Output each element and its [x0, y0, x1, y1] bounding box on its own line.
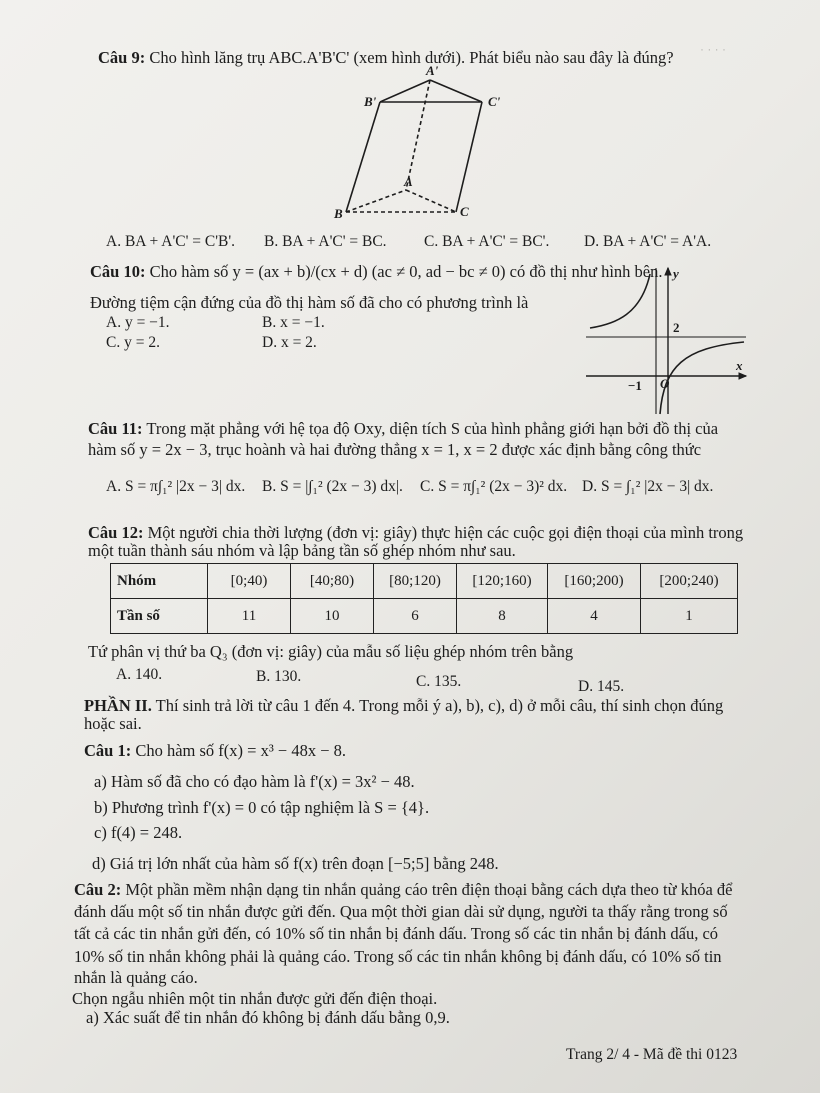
p2q2-line-6: Chọn ngẫu nhiên một tin nhắn được gửi đến điện thoại.: [72, 989, 438, 1008]
q9-option-c: C. BA + A'C' = BC'.: [424, 233, 550, 250]
graph-two-label: 2: [673, 320, 680, 335]
table-header-group: Nhóm: [111, 564, 208, 599]
q12-option-a: A. 140.: [116, 666, 163, 683]
edge-c1c: [456, 102, 482, 212]
q10-graph: [586, 266, 750, 416]
graph-x-label: x: [736, 358, 743, 373]
p2q2-line-3: tất cả các tin nhắn gửi đến, có 10% số tin nhắn bị đánh dấu. Trong số các tin nhắn bị đánh dấu, có: [74, 924, 719, 943]
part2-line2: hoặc sai.: [84, 714, 142, 733]
p2q2-label: Câu 2:: [74, 880, 122, 899]
q10-text: Cho hàm số y = (ax + b)/(cx + d) (ac ≠ 0, ad − bc ≠ 0) có đồ thị như hình bên.: [149, 262, 663, 281]
part2-heading: [84, 696, 723, 716]
table-cell: 1: [641, 599, 738, 634]
label-b1: B': [364, 94, 377, 109]
table-cell: [80;120): [374, 564, 457, 599]
q12-stem: [88, 523, 743, 543]
q10-line2: Đường tiệm cận đứng của đồ thị hàm số đã cho có phương trình là: [90, 293, 529, 312]
table-row-freqs: [111, 599, 738, 634]
table-cell: [40;80): [291, 564, 374, 599]
q10-option-a: A. y = −1.: [106, 314, 170, 331]
graph-y-label: y: [673, 266, 679, 281]
table-cell: [200;240): [641, 564, 738, 599]
p2q1-item-c: c) f(4) = 248.: [94, 823, 183, 842]
p2q2-line-5: nhắn là quảng cáo.: [74, 968, 198, 987]
q12-option-d: D. 145.: [578, 678, 625, 695]
p2q1-stem: [84, 741, 346, 761]
p2q2-item-a: a) Xác suất để tin nhắn đó không bị đánh dấu bằng 0,9.: [86, 1008, 450, 1027]
bleed-through-text: · · · ·: [700, 42, 726, 56]
q10-option-b: B. x = −1.: [262, 314, 325, 331]
q12-text: Một người chia thời lượng (đơn vị: giây) thực hiện các cuộc gọi điện thoại của mình trong: [147, 523, 744, 542]
table-cell: 11: [208, 599, 291, 634]
graph-origin-label: O: [660, 376, 670, 391]
table-cell: 8: [457, 599, 548, 634]
table-cell: [120;160): [457, 564, 548, 599]
right-branch: [660, 342, 744, 414]
label-a1: A': [426, 63, 439, 78]
p2q1-item-d: d) Giá trị lớn nhất của hàm số f(x) trên đoạn [−5;5] bằng 248.: [92, 854, 499, 873]
p2q1-text: Cho hàm số f(x) = x³ − 48x − 8.: [135, 741, 347, 760]
label-a: A: [404, 174, 413, 189]
q11-option-c: C. S = π∫₁² (2x − 3)² dx.: [420, 478, 568, 495]
table-header-freq: Tần số: [111, 599, 208, 634]
p2q2-line-4: 10% số tin nhắn không phải là quảng cáo. Trong số các tin nhắn không bị đánh dấu, có 10% số tin: [74, 947, 722, 966]
part2-text: Thí sinh trả lời từ câu 1 đến 4. Trong mỗi ý a), b), c), d) ở mỗi câu, thí sinh chọn đúng: [155, 696, 724, 715]
q10-option-d: D. x = 2.: [262, 334, 317, 351]
edge-ac: [406, 190, 456, 212]
q9-option-a: A. BA + A'C' = C'B'.: [106, 233, 236, 250]
p2q2-line-1: [74, 880, 732, 900]
edge-ba: [346, 190, 406, 212]
q11-option-b: B. S = |∫₁² (2x − 3) dx|.: [262, 478, 403, 495]
prism-figure: [330, 62, 500, 222]
q12-label: Câu 12:: [88, 523, 144, 542]
frequency-table: [110, 563, 738, 634]
p2q1-label: Câu 1:: [84, 741, 132, 760]
label-b: B: [334, 206, 343, 221]
q10-label: Câu 10:: [90, 262, 146, 281]
q11-option-d: D. S = ∫₁² |2x − 3| dx.: [582, 478, 714, 495]
table-cell: [160;200): [548, 564, 641, 599]
table-cell: 10: [291, 599, 374, 634]
edge-b1b: [346, 102, 380, 212]
table-cell: [0;40): [208, 564, 291, 599]
part2-label: PHẦN II.: [84, 696, 152, 715]
q12-line2: một tuần thành sáu nhóm và lập bảng tần số ghép nhóm như sau.: [88, 541, 516, 560]
q11-text: Trong mặt phẳng với hệ tọa độ Oxy, diện tích S của hình phẳng giới hạn bởi đồ thị của: [146, 419, 719, 438]
q9-option-b: B. BA + A'C' = BC.: [264, 233, 387, 250]
edge-b1a1: [380, 80, 430, 102]
q11-label: Câu 11:: [88, 419, 143, 438]
q10-option-c: C. y = 2.: [106, 334, 160, 351]
page-footer: Trang 2/ 4 - Mã đề thi 0123: [566, 1046, 738, 1063]
table-cell: 6: [374, 599, 457, 634]
q11-option-a: A. S = π∫₁² |2x − 3| dx.: [106, 478, 246, 495]
graph-minus-one-label: −1: [628, 378, 642, 393]
q10-stem: [90, 262, 662, 282]
q12-after: Tứ phân vị thứ ba Q₃ (đơn vị: giây) của mẫu số liệu ghép nhóm trên bằng: [88, 642, 574, 661]
q9-label: Câu 9:: [98, 48, 146, 67]
p2q2-text-1: Một phần mềm nhận dạng tin nhắn quảng cáo trên điện thoại bằng cách dựa theo từ khóa để: [125, 880, 733, 899]
q12-option-c: C. 135.: [416, 673, 462, 690]
left-branch: [590, 274, 650, 328]
p2q2-line-2: đánh dấu một số tin nhắn được gửi đến. Qua một thời gian dài sử dụng, người ta thấy rằng trong số: [74, 902, 728, 921]
q9-text: Cho hình lăng trụ ABC.A'B'C' (xem hình dưới). Phát biểu nào sau đây là đúng?: [149, 48, 674, 67]
label-c1: C': [488, 94, 500, 109]
p2q1-item-b: b) Phương trình f'(x) = 0 có tập nghiệm là S = {4}.: [94, 798, 430, 817]
q11-stem: [88, 419, 718, 439]
label-c: C: [460, 204, 469, 219]
edge-a1c1: [430, 80, 482, 102]
q9-option-d: D. BA + A'C' = A'A.: [584, 233, 712, 250]
q12-option-b: B. 130.: [256, 668, 302, 685]
q11-line2: hàm số y = 2x − 3, trục hoành và hai đường thẳng x = 1, x = 2 được xác định bằng công thức: [88, 440, 702, 459]
table-cell: 4: [548, 599, 641, 634]
table-row-groups: [111, 564, 738, 599]
p2q1-item-a: a) Hàm số đã cho có đạo hàm là f'(x) = 3x² − 48.: [94, 772, 415, 791]
